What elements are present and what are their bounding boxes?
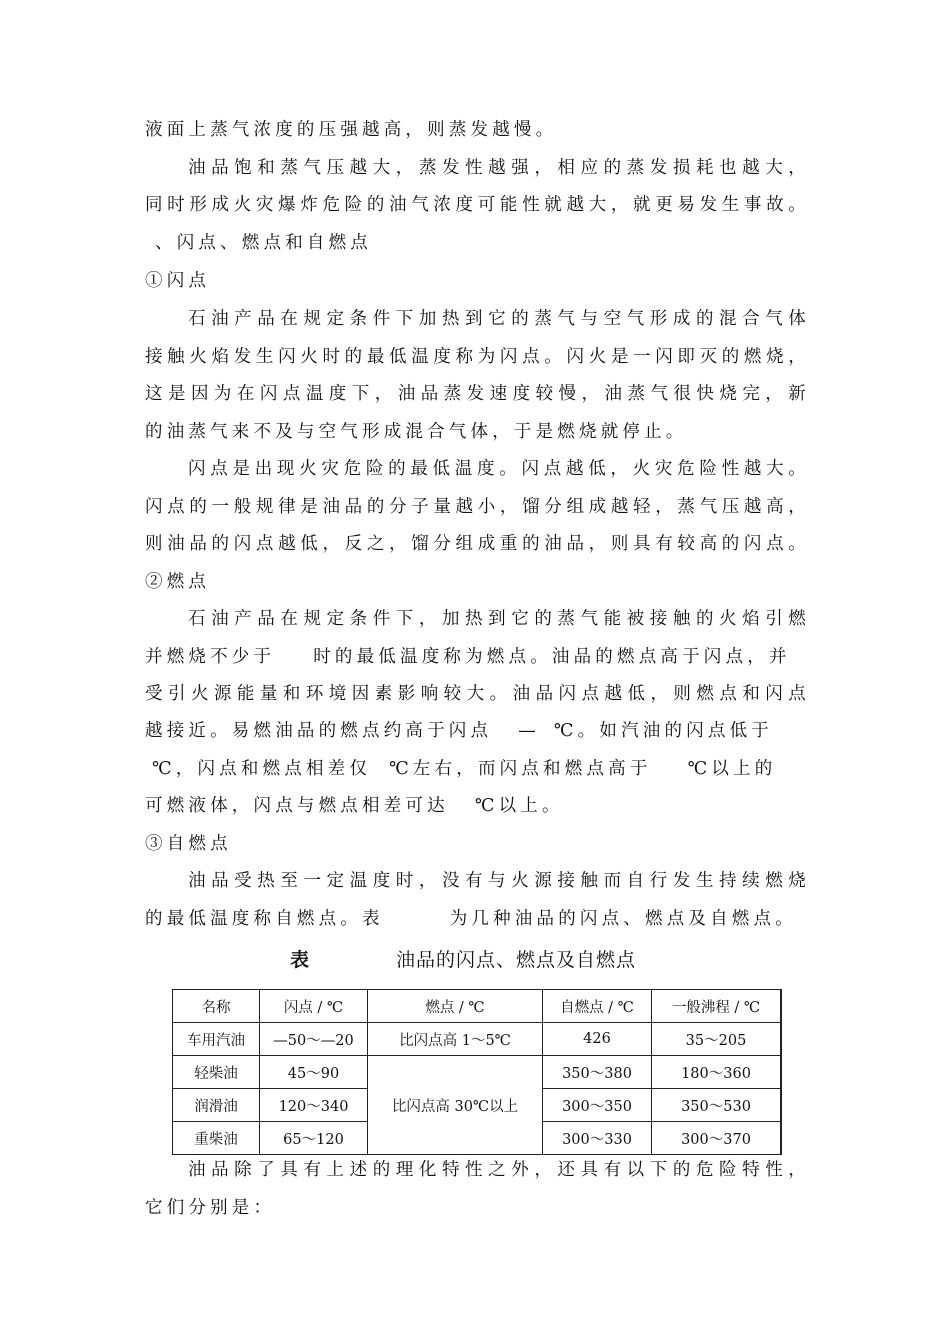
table-cell: 120～340 <box>260 1089 368 1122</box>
table-header-cell: 闪点 / ℃ <box>260 990 368 1023</box>
table-row <box>173 1023 782 1056</box>
table-cell: 300～370 <box>652 1122 782 1155</box>
table-cell: —50～—20 <box>260 1023 368 1056</box>
table-header-cell: 一般沸程 / ℃ <box>652 990 782 1023</box>
text-fragment: ℃。如汽油的闪点低于 <box>553 721 773 741</box>
text-line <box>145 719 810 743</box>
section-heading: 、闪点、燃点和自燃点 <box>155 233 372 253</box>
text-line: 油品饱和蒸气压越大，蒸发性越强，相应的蒸发损耗也越大， <box>188 158 810 178</box>
text-line: 的油蒸气来不及与空气形成混合气体，于是燃烧就停止。 <box>145 422 688 442</box>
table-header-row <box>173 990 782 1023</box>
text-line: 同时形成火灾爆炸危险的油气浓度可能性就越大，就更易发生事故。 <box>145 195 810 215</box>
table-row <box>173 1056 782 1089</box>
text-fragment: 可燃液体，闪点与燃点相差可达 <box>145 796 449 816</box>
table-cell: 35～205 <box>652 1023 782 1056</box>
oil-properties-table <box>172 989 782 1155</box>
text-fragment: — <box>518 721 540 741</box>
table-cell: 65～120 <box>260 1122 368 1155</box>
text-line: 液面上蒸气浓度的压强越高，则蒸发越慢。 <box>145 120 558 140</box>
table-cell: 426 <box>543 1023 652 1056</box>
text-line: 这是因为在闪点温度下，油品蒸发速度较慢，油蒸气很快烧完，新 <box>145 384 810 404</box>
text-line: 闪点的一般规律是油品的分子量越小，馏分组成越轻，蒸气压越高， <box>145 497 810 517</box>
text-line: 则油品的闪点越低，反之，馏分组成重的油品，则具有较高的闪点。 <box>145 534 810 554</box>
table-cell: 350～380 <box>543 1056 652 1089</box>
table-cell: 300～330 <box>543 1122 652 1155</box>
table-cell: 350～530 <box>652 1089 782 1122</box>
subsection-heading: ①闪点 <box>145 271 211 291</box>
table-cell-merged: 比闪点高 30℃以上 <box>368 1056 543 1155</box>
table-header-cell: 自燃点 / ℃ <box>543 990 652 1023</box>
text-line: 石油产品在规定条件下加热到它的蒸气与空气形成的混合气体 <box>188 309 810 329</box>
text-fragment: ℃，闪点和燃点相差仅 <box>152 759 372 779</box>
table-header-cell: 名称 <box>173 990 260 1023</box>
table-header-cell: 燃点 / ℃ <box>368 990 543 1023</box>
table-caption-label: 表 <box>290 949 311 971</box>
table-cell: 润滑油 <box>173 1089 260 1122</box>
text-fragment: ℃左右，而闪点和燃点高于 <box>389 759 652 779</box>
text-line <box>145 907 810 931</box>
text-fragment: 越接近。易燃油品的燃点约高于闪点 <box>145 721 493 741</box>
text-line <box>145 645 810 669</box>
table-cell: 45～90 <box>260 1056 368 1089</box>
text-line: 油品受热至一定温度时，没有与火源接触而自行发生持续燃烧 <box>188 871 810 891</box>
text-fragment: 时的最低温度称为燃点。油品的燃点高于闪点，并 <box>313 647 791 667</box>
text-fragment: 并燃烧不少于 <box>145 647 276 667</box>
table-cell: 180～360 <box>652 1056 782 1089</box>
table-caption-title: 油品的闪点、燃点及自燃点 <box>396 949 637 971</box>
subsection-heading: ③自燃点 <box>145 834 232 854</box>
table-caption <box>290 945 636 972</box>
text-line: 受引火源能量和环境因素影响较大。油品闪点越低，则燃点和闪点 <box>145 684 810 704</box>
table-cell: 轻柴油 <box>173 1056 260 1089</box>
subsection-heading: ②燃点 <box>145 572 211 592</box>
text-line: 闪点是出现火灾危险的最低温度。闪点越低，火灾危险性越大。 <box>188 459 810 479</box>
table-cell: 比闪点高 1～5℃ <box>368 1023 543 1056</box>
table-cell: 重柴油 <box>173 1122 260 1155</box>
text-fragment: 的最低温度称自燃点。表 <box>145 909 384 929</box>
text-fragment: ℃以上的 <box>687 759 777 779</box>
text-fragment: ℃以上。 <box>474 796 564 816</box>
text-line: 油品除了具有上述的理化特性之外，还具有以下的危险特性， <box>188 1160 810 1180</box>
text-line: 石油产品在规定条件下，加热到它的蒸气能被接触的火焰引燃 <box>188 609 810 629</box>
text-line <box>145 794 810 818</box>
table-cell: 车用汽油 <box>173 1023 260 1056</box>
text-line: 它们分别是： <box>145 1198 276 1218</box>
text-fragment: 为几种油品的闪点、燃点及自燃点。 <box>449 909 797 929</box>
text-line: 接触火焰发生闪火时的最低温度称为闪点。闪火是一闪即灭的燃烧， <box>145 347 810 367</box>
text-line <box>152 757 817 781</box>
table-cell: 300～350 <box>543 1089 652 1122</box>
